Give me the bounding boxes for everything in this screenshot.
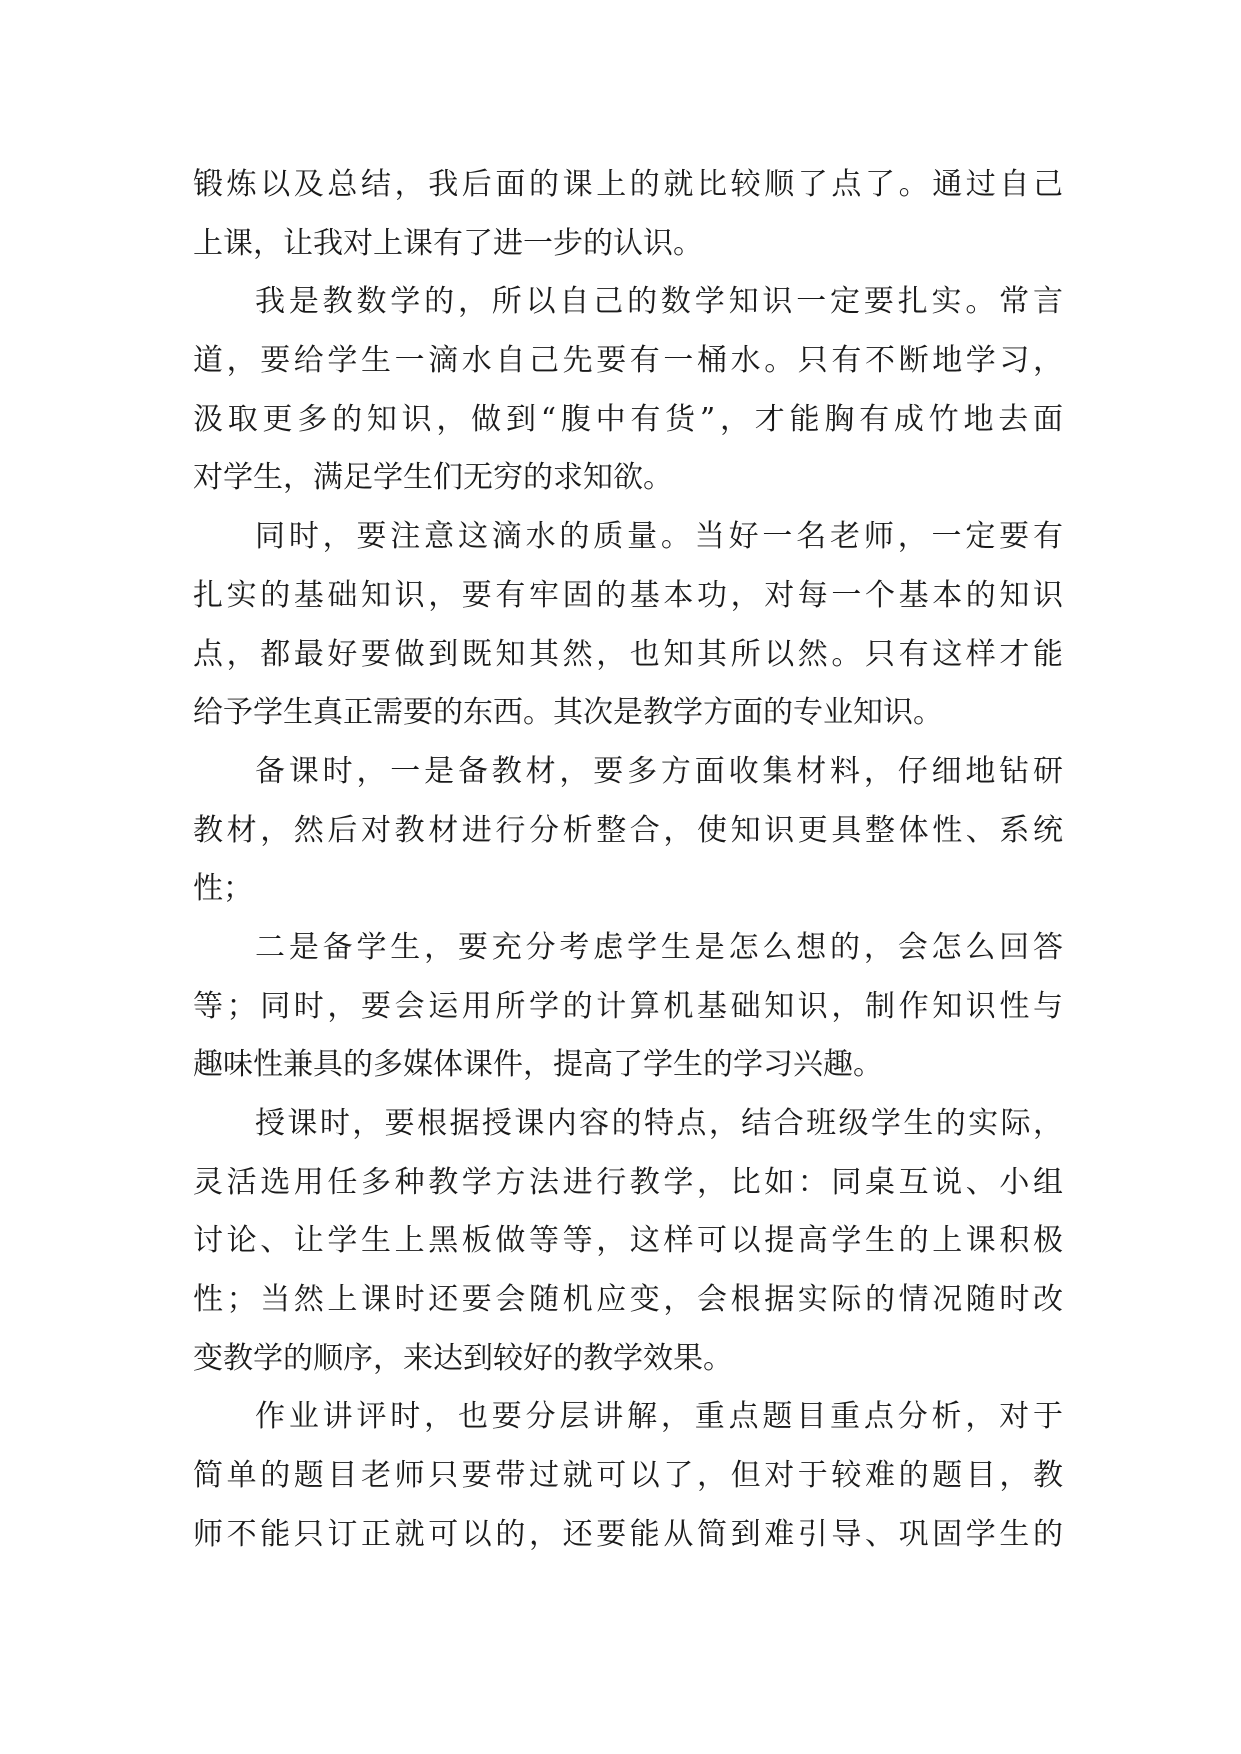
text-line: 性； xyxy=(193,871,253,907)
text-line: 二是备学生，要充分考虑学生是怎么想的，会怎么回答 xyxy=(255,929,1063,965)
text-line: 简单的题目老师只要带过就可以了，但对于较难的题目，教 xyxy=(193,1458,1063,1494)
text-line: 扎实的基础知识，要有牢固的基本功，对每一个基本的知识 xyxy=(193,577,1063,613)
text-line: 汲取更多的知识，做到“腹中有货”，才能胸有成竹地去面 xyxy=(193,401,1063,437)
text-line: 等；同时，要会运用所学的计算机基础知识，制作知识性与 xyxy=(193,988,1063,1024)
text-line: 锻炼以及总结，我后面的课上的就比较顺了点了。通过自己 xyxy=(193,167,1063,202)
text-line: 性；当然上课时还要会随机应变，会根据实际的情况随时改 xyxy=(193,1282,1063,1318)
text-line: 教材，然后对教材进行分析整合，使知识更具整体性、系统 xyxy=(193,812,1063,848)
text-line: 师不能只订正就可以的，还要能从简到难引导、巩固学生的 xyxy=(193,1516,1063,1552)
text-line: 点，都最好要做到既知其然，也知其所以然。只有这样才能 xyxy=(193,636,1063,672)
text-line: 给予学生真正需要的东西。其次是教学方面的专业知识。 xyxy=(193,695,943,731)
text-line: 趣味性兼具的多媒体课件，提高了学生的学习兴趣。 xyxy=(193,1047,883,1083)
text-line: 作业讲评时，也要分层讲解，重点题目重点分析，对于 xyxy=(255,1399,1063,1435)
text-line: 授课时，要根据授课内容的特点，结合班级学生的实际， xyxy=(255,1106,1063,1141)
text-line: 讨论、让学生上黑板做等等，这样可以提高学生的上课积极 xyxy=(193,1223,1063,1259)
text-line: 道，要给学生一滴水自己先要有一桶水。只有不断地学习， xyxy=(193,343,1063,379)
text-line: 变教学的顺序，来达到较好的教学效果。 xyxy=(193,1340,733,1376)
document-body xyxy=(193,156,1063,1565)
text-line: 对学生，满足学生们无穷的求知欲。 xyxy=(193,460,673,496)
text-line: 上课，让我对上课有了进一步的认识。 xyxy=(193,225,703,261)
text-line: 灵活选用任多种教学方法进行教学，比如：同桌互说、小组 xyxy=(193,1164,1063,1200)
text-line: 同时，要注意这滴水的质量。当好一名老师，一定要有 xyxy=(255,519,1063,555)
text-line: 备课时，一是备教材，要多方面收集材料，仔细地钻研 xyxy=(255,753,1063,789)
text-line: 我是教数学的，所以自己的数学知识一定要扎实。常言 xyxy=(255,284,1063,320)
